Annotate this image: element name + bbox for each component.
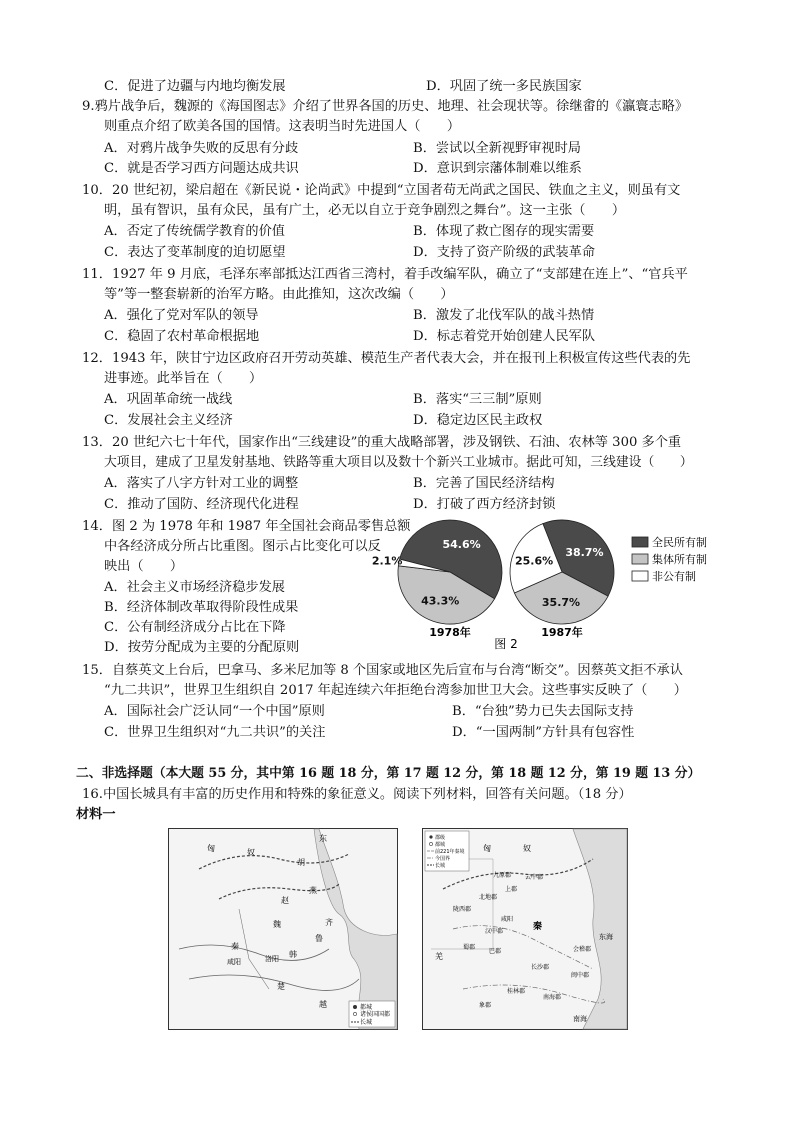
map2-label-xiang: 象郡 <box>479 1002 492 1009</box>
q12-stem-line2: 进事迹。此举旨在（ ） <box>104 371 263 386</box>
map2-legend-0: 郡级 <box>435 835 446 841</box>
pie-1-year-label: 1987年 <box>541 626 583 639</box>
map2-label-qin: 秦 <box>533 922 543 932</box>
q14-option-b[interactable]: B．经济体制改革取得阶段性成果 <box>104 600 299 615</box>
q14-option-d[interactable]: D．按劳分配成为主要的分配原则 <box>104 640 300 655</box>
map2-label-yunzhong: 云中郡 <box>525 874 544 881</box>
q10-option-d[interactable]: D．支持了资产阶级的武装革命 <box>413 245 596 260</box>
q9-stem-line1: 9.鸦片战争后，魏源的《海国图志》介绍了世界各国的历史、地理、社会现状等。徐继畬的《瀛寰志略》 <box>82 99 689 114</box>
q13-option-a[interactable]: A．落实了八字方针对工业的调整 <box>104 476 299 491</box>
q13-option-b[interactable]: B．完善了国民经济结构 <box>413 476 555 491</box>
q14-stem-line3: 映出（ ） <box>104 559 184 574</box>
q14-stem-line2: 中各经济成分所占比重图。图示占比变化可以反 <box>104 539 381 554</box>
map2-label-shang: 上郡 <box>505 886 518 893</box>
q10-option-b[interactable]: B．体现了救亡图存的现实需要 <box>413 224 595 239</box>
map1-label-xianyang: 咸阳 <box>227 958 241 966</box>
legend-swatch-1 <box>632 554 648 564</box>
map2-label-southsea: 南海 <box>573 1015 587 1023</box>
q12-option-a[interactable]: A．巩固革命统一战线 <box>104 392 233 407</box>
map1-label-hu: 胡 <box>297 858 305 867</box>
map2-label-minzhong: 闽中郡 <box>571 972 590 979</box>
map-warring-states <box>168 828 398 1030</box>
map2-label-xiong: 匈 <box>483 844 491 853</box>
map1-label-lu: 鲁 <box>315 934 323 943</box>
q13-option-c[interactable]: C．推动了国防、经济现代化进程 <box>104 497 299 512</box>
q11-option-c[interactable]: C．稳固了农村革命根据地 <box>104 329 260 344</box>
map2-label-kuaiji: 会稽郡 <box>573 946 592 953</box>
q9-option-a[interactable]: A．对鸦片战争失败的反思有分歧 <box>104 141 299 156</box>
q9-option-c[interactable]: C．就是否学习西方问题达成共识 <box>104 161 299 176</box>
q15-stem-line1: 15．自蔡英文上台后，巴拿马、多米尼加等 8 个国家或地区先后宣布与台湾“断交”。因蔡英文拒不承认 <box>82 663 683 678</box>
q14-option-a[interactable]: A．社会主义市场经济稳步发展 <box>104 580 285 595</box>
q13-stem-line1: 13．20 世纪六七十年代，国家作出“三线建设”的重大战略部署，涉及钢铁、石油、农林等 300 多个重 <box>82 435 682 450</box>
q14-stem-line1: 14．图 2 为 1978 年和 1987 年全国社会商品零售总额 <box>82 519 411 534</box>
map2-label-guilin: 桂林郡 <box>507 988 526 995</box>
section-2-heading: 二、非选择题（本大题 55 分，其中第 16 题 18 分，第 17 题 12 分，第 18 题 12 分，第 19 题 13 分） <box>76 766 701 781</box>
legend-swatch-0 <box>632 537 648 547</box>
figure-2-pie-charts <box>371 512 736 654</box>
pie-1-label-2: 25.6% <box>515 554 554 568</box>
q15-stem-line2: “九二共识”，世界卫生组织自 2017 年起连续六年拒绝台湾参加世卫大会。这些事实反映了（ ） <box>104 683 687 698</box>
q10-option-a[interactable]: A．否定了传统儒学教育的价值 <box>104 224 285 239</box>
pie-1-label-0: 38.7% <box>565 545 604 559</box>
map1-label-yan: 燕 <box>309 886 317 895</box>
pie-0-label-0: 54.6% <box>442 538 481 552</box>
q11-stem-line1: 11．1927 年 9 月底，毛泽东率部抵达江西省三湾村，着手改编军队，确立了“支部建在连上”、“官兵平 <box>82 267 688 282</box>
map2-label-longxi: 陇西郡 <box>453 906 472 913</box>
map2-legend-4: 长城 <box>435 863 446 869</box>
map1-legend-0: 都城 <box>360 1004 373 1011</box>
legend-swatch-2 <box>632 571 648 581</box>
q9-option-b[interactable]: B．尝试以全新视野审视时局 <box>413 141 581 156</box>
q12-stem-line1: 12．1943 年，陕甘宁边区政府召开劳动英雄、模范生产者代表大会，并在报刊上积极宣传这些代表的先 <box>82 351 691 366</box>
map2-label-hanzhong: 汉中郡 <box>485 928 504 935</box>
q12-option-b[interactable]: B．落实“三三制”原则 <box>413 392 542 407</box>
q11-option-d[interactable]: D．标志着党开始创建人民军队 <box>413 329 596 344</box>
map1-label-xiong: 匈 <box>207 844 215 853</box>
q9-option-d[interactable]: D．意识到宗藩体制难以维系 <box>413 161 582 176</box>
map1-label-luoyang: 洛阳 <box>265 955 279 963</box>
map2-legend-2: 前221年秦境 <box>435 849 465 855</box>
map2-legend-3: 今国界 <box>435 856 451 862</box>
q9-stem-line2: 则重点介绍了欧美各国的国情。这表明当时先进国人（ ） <box>104 119 461 134</box>
q12-option-d[interactable]: D．稳定边区民主政权 <box>413 413 543 428</box>
map1-label-qi: 齐 <box>325 918 333 927</box>
q10-option-c[interactable]: C．表达了变革制度的迫切愿望 <box>104 245 286 260</box>
q11-stem-line2: 等”等一整套崭新的治军方略。由此推知，这次改编（ ） <box>104 287 454 302</box>
pie-1-label-1: 35.7% <box>541 596 581 610</box>
q8-option-d[interactable]: D．巩固了统一多民族国家 <box>426 79 582 94</box>
q14-option-c[interactable]: C．公有制经济成分占比在下降 <box>104 620 286 635</box>
figure-title: 图 2 <box>494 637 518 651</box>
legend-label-1: 集体所有制 <box>652 553 707 566</box>
map2-label-shu: 蜀郡 <box>463 944 476 951</box>
q8-option-c[interactable]: C．促进了边疆与内地均衡发展 <box>104 79 286 94</box>
map2-label-xianyang: 咸阳 <box>501 916 514 923</box>
map2-label-qiang: 羌 <box>435 952 443 961</box>
q12-option-c[interactable]: C．发展社会主义经济 <box>104 413 233 428</box>
map1-label-yue: 越 <box>319 1000 327 1009</box>
pie-0-label-1: 43.3% <box>421 594 460 608</box>
map1-label-qin: 秦 <box>231 942 239 951</box>
map2-label-beidi: 北地郡 <box>479 894 498 901</box>
map1-label-nu: 奴 <box>247 848 255 857</box>
q11-option-a[interactable]: A．强化了党对军队的领导 <box>104 308 259 323</box>
map2-label-nanhai: 南海郡 <box>543 994 562 1001</box>
map-qin-dynasty <box>422 828 628 1030</box>
q10-stem-line1: 10．20 世纪初，梁启超在《新民说・论尚武》中提到“立国者苟无尚武之国民、铁血之主义，则虽有文 <box>82 183 681 198</box>
legend-label-2: 非公有制 <box>652 570 696 583</box>
q16-stem: 16.中国长城具有丰富的历史作用和特殊的象征意义。阅读下列材料，回答有关问题。（18 分） <box>82 787 632 802</box>
map2-legend-1: 都城 <box>435 842 446 848</box>
map1-label-dong: 东 <box>319 834 327 843</box>
q15-option-a[interactable]: A．国际社会广泛认同“一个中国”原则 <box>104 704 325 719</box>
pie-0-label-2: 2.1% <box>371 554 403 568</box>
q13-option-d[interactable]: D．打破了西方经济封锁 <box>413 497 556 512</box>
map1-label-han: 韩 <box>289 950 297 959</box>
map1-legend-1: 诸侯国国都 <box>360 1011 391 1018</box>
q13-stem-line2: 大项目，建成了卫星发射基地、铁路等重大项目以及数十个新兴工业城市。据此可知，三线建设（ ） <box>104 455 693 470</box>
map2-label-jiuyuan: 九原郡 <box>493 872 512 879</box>
map2-label-changsha: 长沙郡 <box>531 964 550 971</box>
map2-label-donghai: 东海 <box>599 933 613 941</box>
q10-stem-line2: 明，虽有智识，虽有众民，虽有广土，必无以自立于竞争剧烈之舞台”。这一主张（ ） <box>104 203 626 218</box>
material-1-label: 材料一 <box>76 807 116 822</box>
map1-label-wei: 魏 <box>273 920 281 929</box>
q11-option-b[interactable]: B．激发了北伐军队的战斗热情 <box>413 308 595 323</box>
map1-label-zhao: 赵 <box>281 896 289 905</box>
legend-label-0: 全民所有制 <box>652 536 707 549</box>
q15-option-d[interactable]: D．“一国两制”方针具有包容性 <box>452 725 635 740</box>
q15-option-b[interactable]: B．“台独”势力已失去国际支持 <box>452 704 634 719</box>
q15-option-c[interactable]: C．世界卫生组织对“九二共识”的关注 <box>104 725 326 740</box>
map1-legend-2: 长城 <box>360 1019 373 1026</box>
map2-label-ba: 巴郡 <box>489 948 502 955</box>
map2-label-nu: 奴 <box>523 844 531 853</box>
pie-0-year-label: 1978年 <box>429 626 471 639</box>
map1-label-chu: 楚 <box>277 982 285 991</box>
